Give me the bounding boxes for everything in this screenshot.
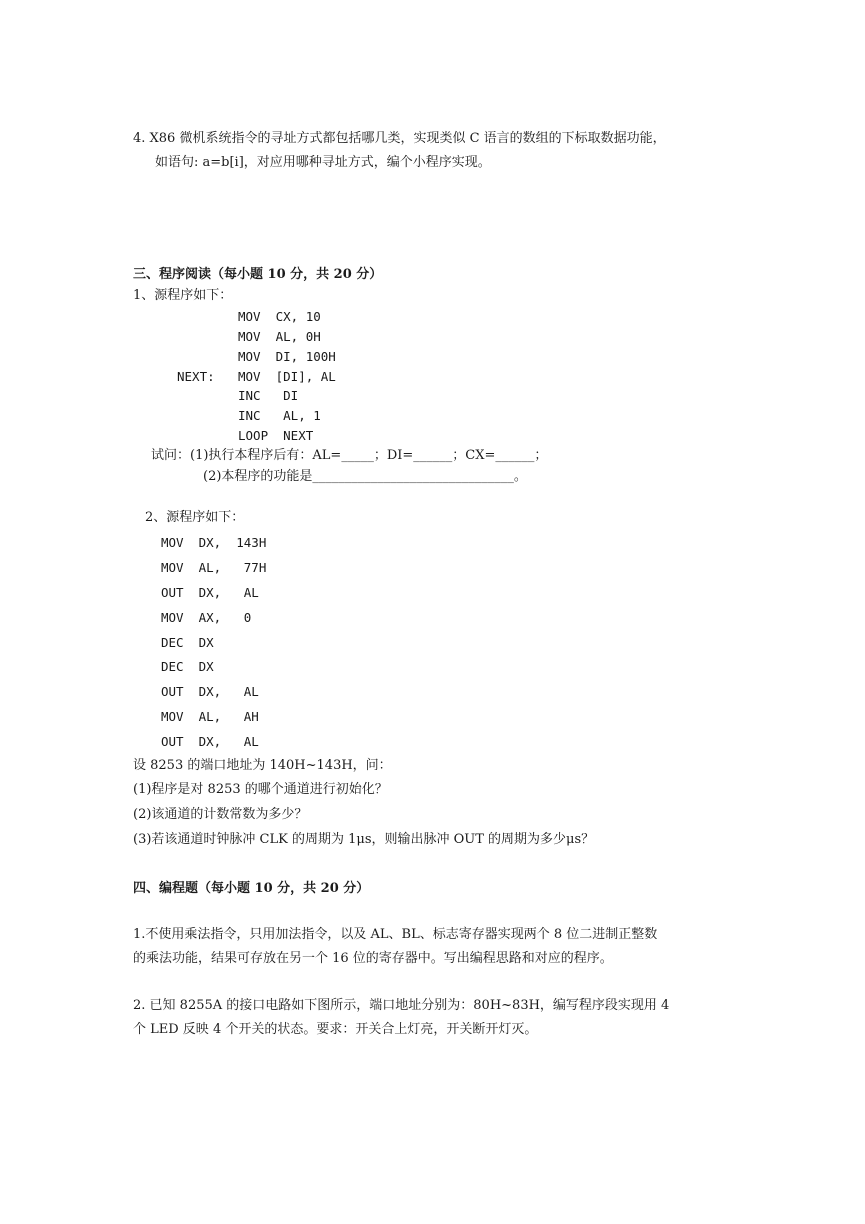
p2-code-line-5: DEC DX [161, 635, 214, 650]
p2-question2: (2)该通道的计数常数为多少？ [133, 807, 308, 822]
p2-code-line-2: MOV AL, 77H [161, 560, 267, 575]
code-line-7: LOOP NEXT [238, 428, 314, 443]
p1-question2: (2)本程序的功能是_______________________________。 [203, 469, 527, 484]
section4-p1-line1: 1.不使用乘法指令，只用加法指令，以及 AL、BL、标志寄存器实现两个 8 位二进制正整数 [133, 927, 658, 942]
p2-code-line-9: OUT DX, AL [161, 734, 259, 749]
p2-code-line-7: OUT DX, AL [161, 684, 259, 699]
section4-p2-line1: 2. 已知 8255A 的接口电路如下图所示，端口地址分别为：80H~83H，编写程序段实现用 4 [133, 998, 670, 1013]
section3-title: 三、程序阅读（每小题 10 分，共 20 分） [133, 267, 383, 282]
section4-p2-line2: 个 LED 反映 4 个开关的状态。要求：开关合上灯亮，开关断开灯灭。 [133, 1022, 538, 1037]
code-line-5: INC DI [238, 388, 299, 403]
section3-p2-heading: 2、源程序如下： [145, 510, 245, 525]
section4-title: 四、编程题（每小题 10 分，共 20 分） [133, 881, 370, 896]
p2-question1: (1)程序是对 8253 的哪个通道进行初始化？ [133, 782, 388, 797]
code-label-next: NEXT: [177, 369, 215, 384]
p2-code-line-6: DEC DX [161, 659, 214, 674]
p2-code-line-4: MOV AX, 0 [161, 610, 252, 625]
p2-intro: 设 8253 的端口地址为 140H~143H，问： [133, 758, 392, 773]
p2-code-line-3: OUT DX, AL [161, 585, 259, 600]
code-line-2: MOV AL, 0H [238, 329, 321, 344]
code-line-1: MOV CX, 10 [238, 309, 321, 324]
q4-line1: 4. X86 微机系统指令的寻址方式都包括哪几类，实现类似 C 语言的数组的下标取数据功能， [133, 131, 666, 146]
q4-line2: 如语句: a=b[i]，对应用哪种寻址方式，编个小程序实现。 [155, 155, 491, 170]
p2-code-line-8: MOV AL, AH [161, 709, 259, 724]
p2-question3: (3)若该通道时钟脉冲 CLK 的周期为 1μs，则输出脉冲 OUT 的周期为多少μs？ [133, 832, 595, 847]
code-line-3: MOV DI, 100H [238, 349, 336, 364]
code-line-4: MOV [DI], AL [238, 369, 336, 384]
code-line-6: INC AL, 1 [238, 408, 321, 423]
p1-question1: 试问：(1)执行本程序后有：AL=_____；DI=______；CX=______； [151, 448, 548, 463]
section4-p1-line2: 的乘法功能，结果可存放在另一个 16 位的寄存器中。写出编程思路和对应的程序。 [133, 951, 613, 966]
section3-p1-heading: 1、源程序如下： [133, 288, 233, 303]
p2-code-line-1: MOV DX, 143H [161, 535, 267, 550]
